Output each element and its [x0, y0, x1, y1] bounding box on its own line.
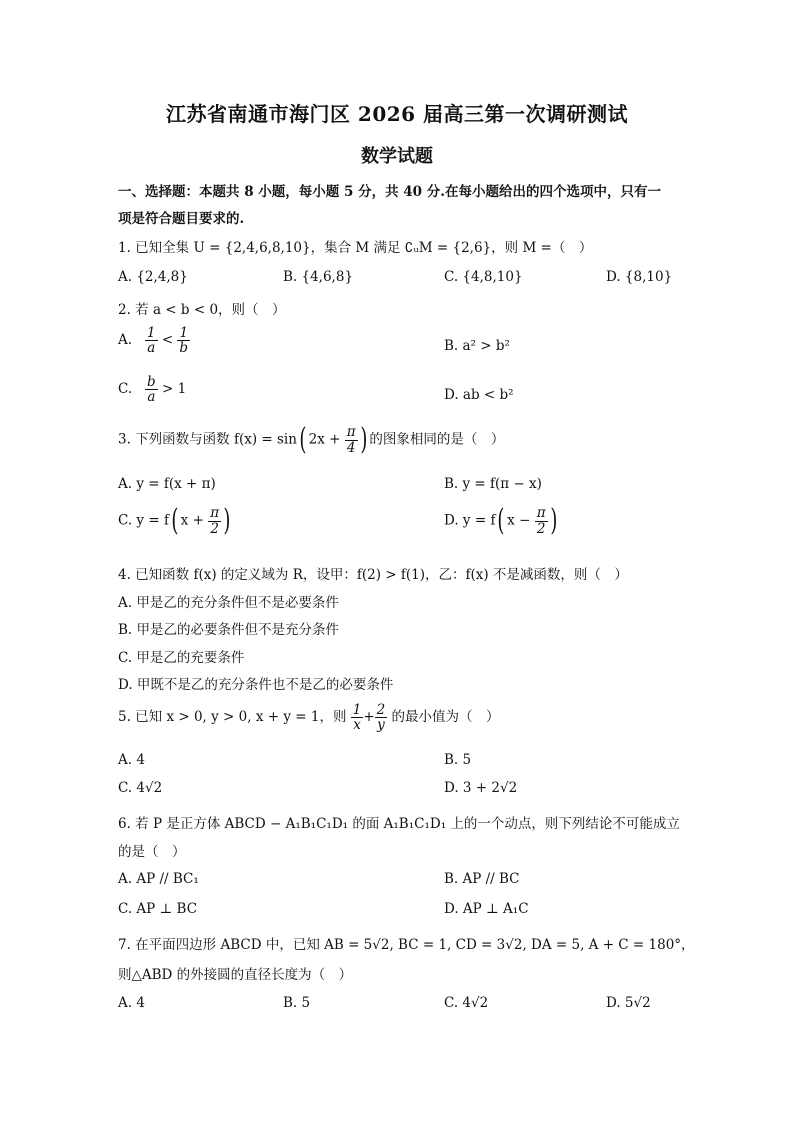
question-5-option-b: B. 5 [444, 752, 472, 768]
question-6-option-b: B. AP // BC [444, 871, 520, 887]
denominator: 2 [210, 520, 219, 537]
fraction-1-over-x [351, 703, 364, 732]
question-3-option-d [444, 503, 559, 538]
numerator: b [147, 374, 156, 390]
stem-inner: 2x + [308, 431, 341, 448]
question-1-option-d: D. {8,10} [606, 269, 673, 285]
question-7-option-b: B. 5 [283, 995, 311, 1011]
relation: > 1 [161, 381, 187, 398]
fraction-1-over-a [145, 326, 158, 355]
denominator: x [353, 717, 361, 734]
stem-suffix: 的图象相同的是（ ） [369, 431, 505, 448]
question-5-option-c: C. 4√2 [118, 780, 163, 796]
option-inner: x + [180, 512, 204, 529]
question-5-stem [118, 703, 500, 732]
question-4-option-a: A. 甲是乙的充分条件但不是必要条件 [118, 595, 339, 611]
page-title: 江苏省南通市海门区 2026 届高三第一次调研测试 [165, 102, 629, 126]
option-a-label: A. [118, 332, 133, 349]
question-5-option-a: A. 4 [118, 752, 145, 768]
question-6-option-c: C. AP ⊥ BC [118, 901, 198, 917]
question-2-stem: 2. 若 a < b < 0，则（ ） [118, 302, 286, 318]
question-3-option-c [118, 503, 233, 538]
question-4-stem: 4. 已知函数 f(x) 的定义域为 R，设甲：f(2) > f(1)，乙：f(x) 不是减函数，则（ ） [118, 567, 628, 583]
question-1-option-c: C. {4,8,10} [444, 269, 523, 285]
plus-sign: + [363, 709, 375, 726]
denominator: a [147, 340, 156, 357]
question-6-option-a: A. AP // BC₁ [118, 871, 199, 887]
paren-right-icon: ) [223, 503, 231, 538]
question-7-stem-line1: 7. 在平面四边形 ABCD 中，已知 AB = 5√2, BC = 1, CD = 3√2, DA = 5, A + C = 180°， [118, 937, 695, 953]
paren-right-icon: ) [549, 503, 557, 538]
question-3-option-b: B. y = f(π − x) [444, 476, 542, 492]
numerator: π [210, 505, 220, 522]
numerator: 2 [376, 702, 386, 718]
fraction-2-over-y [375, 703, 388, 732]
option-prefix: D. y = f [444, 512, 496, 529]
numerator: 1 [179, 325, 189, 341]
numerator: 1 [146, 325, 156, 341]
question-1-stem: 1. 已知全集 U = {2,4,6,8,10}，集合 M 满足 ∁ᵤM = {2,6}，则 M =（ ） [118, 240, 593, 256]
question-6-option-d: D. AP ⊥ A₁C [444, 901, 529, 917]
fraction-b-over-a [145, 375, 158, 404]
question-6-stem-line1: 6. 若 P 是正方体 ABCD − A₁B₁C₁D₁ 的面 A₁B₁C₁D₁ 上的一个动点，则下列结论不可能成立 [118, 816, 680, 832]
question-4-option-c: C. 甲是乙的充要条件 [118, 650, 245, 666]
question-7-option-a: A. 4 [118, 995, 145, 1011]
question-1-option-b: B. {4,6,8} [283, 269, 354, 285]
denominator: a [147, 389, 156, 406]
stem-prefix: 5. 已知 x > 0, y > 0, x + y = 1，则 [118, 709, 347, 726]
question-7-option-d: D. 5√2 [606, 995, 651, 1011]
numerator: π [536, 505, 546, 522]
paren-left-icon: ( [171, 503, 179, 538]
section-heading-line1: 一、选择题：本题共 8 小题，每小题 5 分，共 40 分.在每小题给出的四个选项中，只有一 [118, 184, 661, 200]
option-inner: x − [507, 512, 531, 529]
question-4-option-b: B. 甲是乙的必要条件但不是充分条件 [118, 622, 340, 638]
paren-left-icon: ( [497, 503, 505, 538]
fraction-1-over-b [177, 326, 190, 355]
option-prefix: C. y = f [118, 512, 169, 529]
question-2-option-d: D. ab < b² [444, 387, 514, 403]
denominator: y [377, 717, 385, 734]
question-2-option-b: B. a² > b² [444, 338, 510, 354]
question-7-option-c: C. 4√2 [444, 995, 489, 1011]
section-heading-line2: 项是符合题目要求的. [118, 211, 245, 227]
numerator: 1 [352, 702, 362, 718]
fraction-pi-over-2 [208, 506, 221, 535]
question-3-stem [118, 422, 505, 457]
paren-right-icon: ) [360, 422, 368, 457]
page-subtitle: 数学试题 [361, 146, 433, 167]
question-4-option-d: D. 甲既不是乙的充分条件也不是乙的必要条件 [118, 677, 394, 693]
denominator: 2 [536, 520, 546, 537]
denominator: 4 [346, 439, 356, 456]
question-1-option-a: A. {2,4,8} [118, 269, 188, 285]
question-6-stem-line2: 的是（ ） [118, 844, 186, 860]
denominator: b [179, 340, 189, 357]
question-7-stem-line2: 则△ABD 的外接圆的直径长度为（ ） [118, 967, 353, 983]
option-c-label: C. [118, 381, 133, 398]
fraction-pi-over-4 [345, 425, 358, 454]
fraction-pi-over-2 [535, 506, 548, 535]
question-5-option-d: D. 3 + 2√2 [444, 780, 518, 796]
question-2-option-a [118, 326, 190, 355]
stem-suffix: 的最小值为（ ） [391, 709, 500, 726]
paren-left-icon: ( [299, 422, 307, 457]
relation: < [161, 332, 174, 349]
question-3-option-a: A. y = f(x + π) [118, 476, 216, 492]
question-2-option-c [118, 375, 186, 404]
stem-prefix: 3. 下列函数与函数 f(x) = sin [118, 431, 297, 448]
numerator: π [346, 424, 356, 441]
